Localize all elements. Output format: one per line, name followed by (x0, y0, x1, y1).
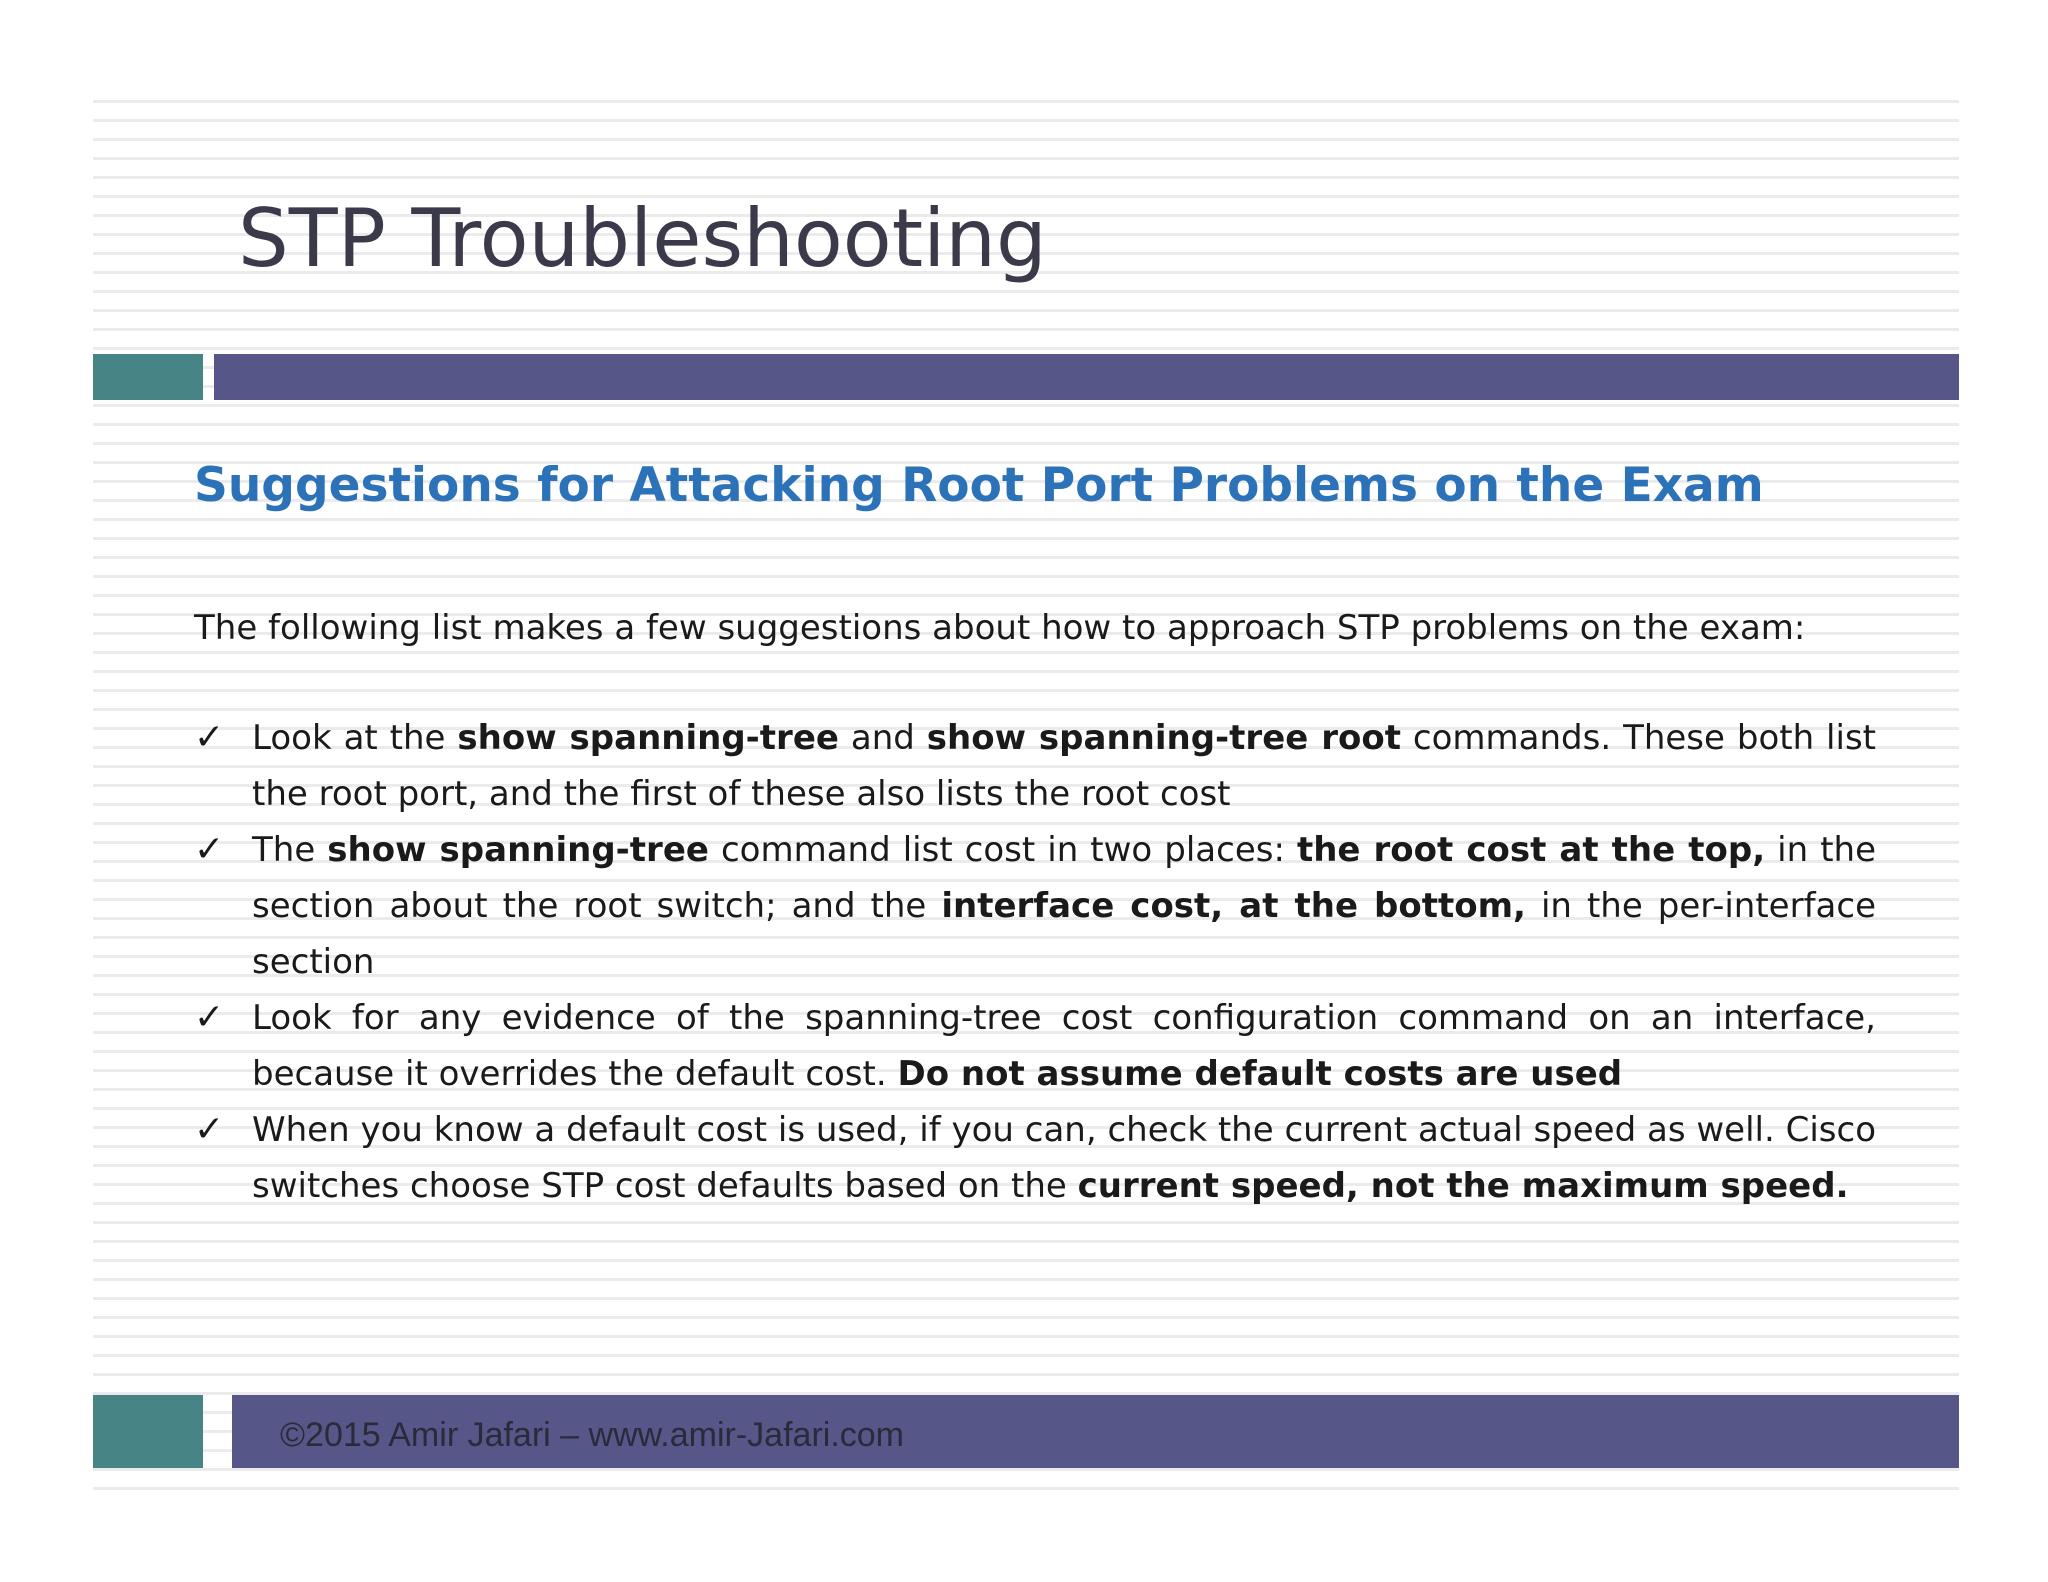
item-text: in the per-interface section (252, 886, 1876, 982)
checkmark-icon: ✓ (194, 997, 225, 1038)
item-emphasis: current speed, not the maximum speed. (1077, 1166, 1849, 1206)
intro-paragraph: The following list makes a few suggestions about how to approach STP problems on the exam: (194, 608, 1806, 648)
item-text: The (252, 830, 328, 870)
footer-copyright: ©2015 Amir Jafari – www.amir-Jafari.com (280, 1416, 905, 1454)
slide-content (194, 600, 1876, 1214)
item-text: in the section about the root switch; and the (252, 830, 1876, 926)
item-emphasis: the root cost at the top, (1296, 830, 1766, 870)
item-text: commands. These both list the root port, and the first of these also lists the root cost (252, 718, 1876, 814)
list-item (194, 822, 1876, 990)
slide-subtitle: Suggestions for Attacking Root Port Problems on the Exam (194, 458, 1764, 513)
checkmark-icon: ✓ (194, 717, 225, 758)
item-command: show spanning-tree (327, 830, 709, 870)
item-text: and (838, 718, 927, 758)
title-accent-teal-bar (93, 354, 203, 400)
footer-teal-bar (93, 1395, 203, 1468)
item-command: show spanning-tree root (926, 718, 1401, 758)
item-emphasis: Do not assume default costs are used (897, 1054, 1623, 1094)
checkmark-icon: ✓ (194, 829, 225, 870)
item-text: Look at the (252, 718, 458, 758)
title-accent-purple-bar (214, 354, 1959, 400)
item-emphasis: interface cost, at the bottom, (941, 886, 1526, 926)
list-item (194, 710, 1876, 822)
slide-title: STP Troubleshooting (238, 192, 1047, 285)
item-text: command list cost in two places: (708, 830, 1297, 870)
item-command: show spanning-tree (457, 718, 839, 758)
list-item (194, 1102, 1876, 1214)
item-text: Look for any evidence of the spanning-tree cost configuration command on an interface, because it overrides the default cost. (252, 998, 1876, 1094)
item-text: When you know a default cost is used, if you can, check the current actual speed as well. Cisco switches choose STP cost defaults based on the (252, 1110, 1876, 1206)
suggestion-list (194, 710, 1876, 1214)
checkmark-icon: ✓ (194, 1109, 225, 1150)
list-item (194, 990, 1876, 1102)
